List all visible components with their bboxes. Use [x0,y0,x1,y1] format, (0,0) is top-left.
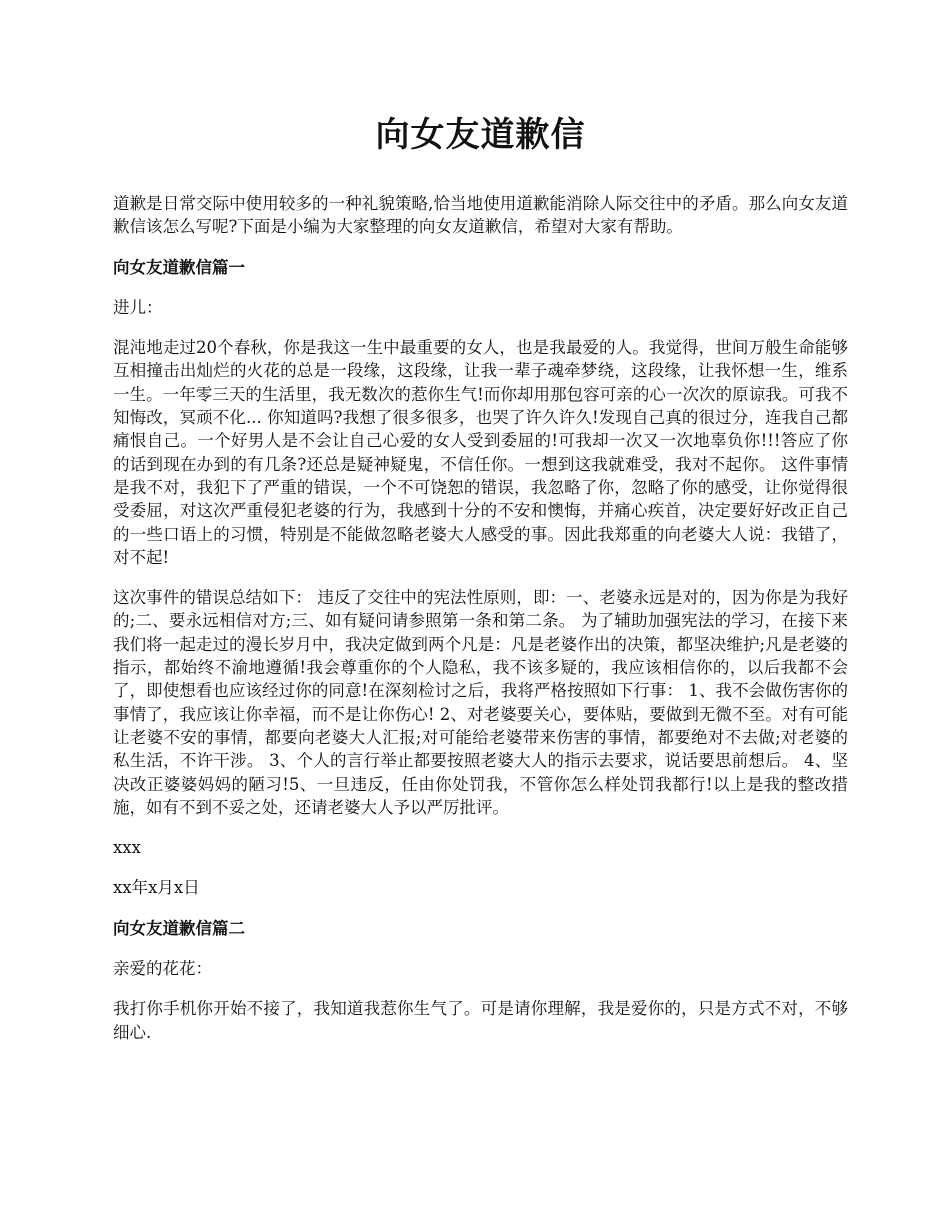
section-one-date: xx年x月x日 [113,878,200,898]
section-two-paragraph-1: 我打你手机你开始不接了，我知道我惹你生气了。可是请你理解，我是爱你的，只是方式不对，不够细心. [113,999,848,1042]
section-one-salutation: 进儿： [113,297,163,317]
section-two-heading: 向女友道歉信篇二 [113,918,245,938]
section-one-paragraph-1: 混沌地走过20个春秋，你是我这一生中最重要的女人，也是我最爱的人。我觉得，世间万般生命能够互相撞击出灿烂的火花的总是一段缘，这段缘，让我一辈子魂牵梦绕，这段缘，让我怀想一生，维系一生。一年零三天的生活里，我无数次的惹你生气!而你却用那包容可亲的心一次次的原谅我。可我不知悔改，冥顽不化... 你知道吗?我想了很多很多，也哭了许久许久!发现自己真的很过分，连我自己都痛恨自己。一个好男人是不会让自己心爱的女人受到委屈的!可我却一次又一次地辜负你!!!答应了你的话到现在办到的有几条?还总是疑神疑鬼，不信任你。一想到这我就难受，我对不起你。 这件事情是我不对，我犯下了严重的错误，一个不可饶恕的错误，我忽略了你，忽略了你的感受，让你觉得很受委屈，对这次严重侵犯老婆的行为，我感到十分的不安和懊悔，并痛心疾首，决定要好好改正自己的一些口语上的习惯，特别是不能做忽略老婆大人感受的事。因此我郑重的向老婆大人说：我错了，对不起! [113,338,848,567]
section-one-heading: 向女友道歉信篇一 [113,257,245,277]
intro-paragraph: 道歉是日常交际中使用较多的一种礼貌策略,恰当地使用道歉能消除人际交往中的矛盾。那么向女友道歉信该怎么写呢?下面是小编为大家整理的向女友道歉信，希望对大家有帮助。 [113,194,848,237]
document-page [113,112,848,1061]
document-title: 向女友道歉信 [375,115,586,155]
section-one-paragraph-2: 这次事件的错误总结如下： 违反了交往中的宪法性原则，即：一、老婆永远是对的，因为你是为我好的;二、要永远相信对方;三、如有疑问请参照第一条和第二条。 为了辅助加强宪法的学习，在接下来我们将一起走过的漫长岁月中，我决定做到两个凡是：凡是老婆作出的决策，都坚决维护;凡是老婆的指示，都始终不渝地遵循!我会尊重你的个人隐私，我不该多疑的，我应该相信你的，以后我都不会了，即使想看也应该经过你的同意!在深刻检讨之后，我将严格按照如下行事： 1、我不会做伤害你的事情了，我应该让你幸福，而不是让你伤心! 2、对老婆要关心，要体贴，要做到无微不至。对有可能让老婆不安的事情，都要向老婆大人汇报;对可能给老婆带来伤害的事情，都要绝对不去做;对老婆的私生活，不许干涉。 3、个人的言行举止都要按照老婆大人的指示去要求，说话要思前想后。 4、坚决改正婆婆妈妈的陋习!5、一旦违反，任由你处罚我，不管你怎么样处罚我都行!以上是我的整改措施，如有不到不妥之处，还请老婆大人予以严厉批评。 [113,588,848,817]
section-two-salutation: 亲爱的花花： [113,959,212,979]
section-one-signature: xxx [113,838,141,858]
